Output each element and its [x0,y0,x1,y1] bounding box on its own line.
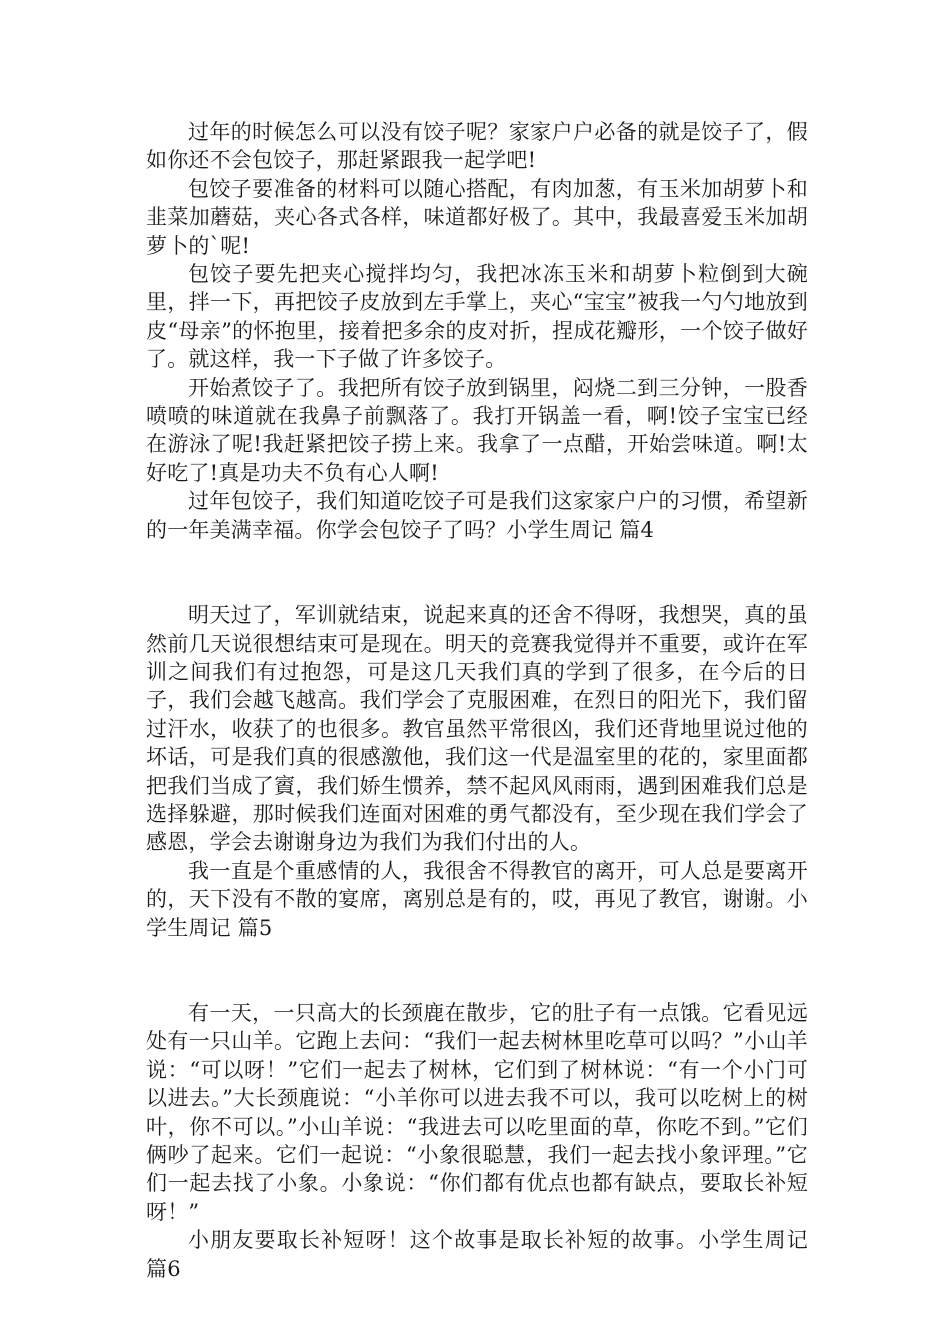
paragraph-story-moral: 小朋友要取长补短呀！这个故事是取长补短的故事。小学生周记 篇6 [146,1228,808,1281]
document-page [146,118,808,1283]
section-gap [146,942,808,999]
section-gap [146,544,808,601]
paragraph-dumplings-cooking: 开始煮饺子了。我把所有饺子放到锅里，闷烧二到三分钟，一股香喷喷的味道就在我鼻子前飘落了。我打开锅盖一看，啊!饺子宝宝已经在游泳了呢!我赶紧把饺子捞上来。我拿了一点醋，开始尝味道。啊!太好吃了!真是功夫不负有心人啊! [146,375,808,485]
paragraph-dumplings-ingredients: 包饺子要准备的材料可以随心搭配，有肉加葱，有玉米加胡萝卜和韭菜加蘑菇，夹心各式各样，味道都好极了。其中，我最喜爱玉米加胡萝卜的`呢! [146,176,808,258]
paragraph-dumplings-making: 包饺子要先把夹心搅拌均匀，我把冰冻玉米和胡萝卜粒倒到大碗里，拌一下，再把饺子皮放到左手掌上，夹心“宝宝”被我一勺勺地放到皮“母亲”的怀抱里，接着把多余的皮对折，捏成花瓣形，一个饺子做好了。就这样，我一下子做了许多饺子。 [146,262,808,372]
paragraph-military-farewell: 我一直是个重感情的人，我很舍不得教官的离开，可人总是要离开的，天下没有不散的宴席，离别总是有的，哎，再见了教官，谢谢。小学生周记 篇5 [146,858,808,940]
paragraph-dumplings-intro: 过年的时候怎么可以没有饺子呢？家家户户必备的就是饺子了，假如你还不会包饺子，那赶紧跟我一起学吧! [146,120,808,173]
paragraph-dumplings-conclusion: 过年包饺子，我们知道吃饺子可是我们这家家户户的习惯，希望新的一年美满幸福。你学会包饺子了吗？小学生周记 篇4 [146,489,808,542]
paragraph-military-training: 明天过了，军训就结束，说起来真的还舍不得呀，我想哭，真的虽然前几天说很想结束可是现在。明天的竞赛我觉得并不重要，或许在军训之间我们有过抱怨，可是这几天我们真的学到了很多，在今后的日子，我们会越飞越高。我们学会了克服困难，在烈日的阳光下，我们留过汗水，收获了的也很多。教官虽然平常很凶，我们还背地里说过他的坏话，可是我们真的很感激他，我们这一代是温室里的花的，家里面都把我们当成了賨，我们娇生惯养，禁不起风风雨雨，遇到困难我们总是选择躲避，那时候我们连面对困难的勇气都没有，至少现在我们学会了感恩，学会去谢谢身边为我们为我们付出的人。 [146,603,808,855]
paragraph-giraffe-story: 有一天，一只高大的长颈鹿在散步，它的肚子有一点饿。它看见远处有一只山羊。它跑上去问：“我们一起去树林里吃草可以吗？”小山羊说：“可以呀！”它们一起去了树林，它们到了树林说：“有一个小门可以进去。”大长颈鹿说：“小羊你可以进去我不可以，我可以吃树上的树叶，你不可以。”小山羊说：“我进去可以吃里面的草，你吃不到。”它们俩吵了起来。它们一起说：“小象很聪慧，我们一起去找小象评理。”它们一起去找了小象。小象说：“你们都有优点也都有缺点，要取长补短呀！” [146,1000,808,1224]
